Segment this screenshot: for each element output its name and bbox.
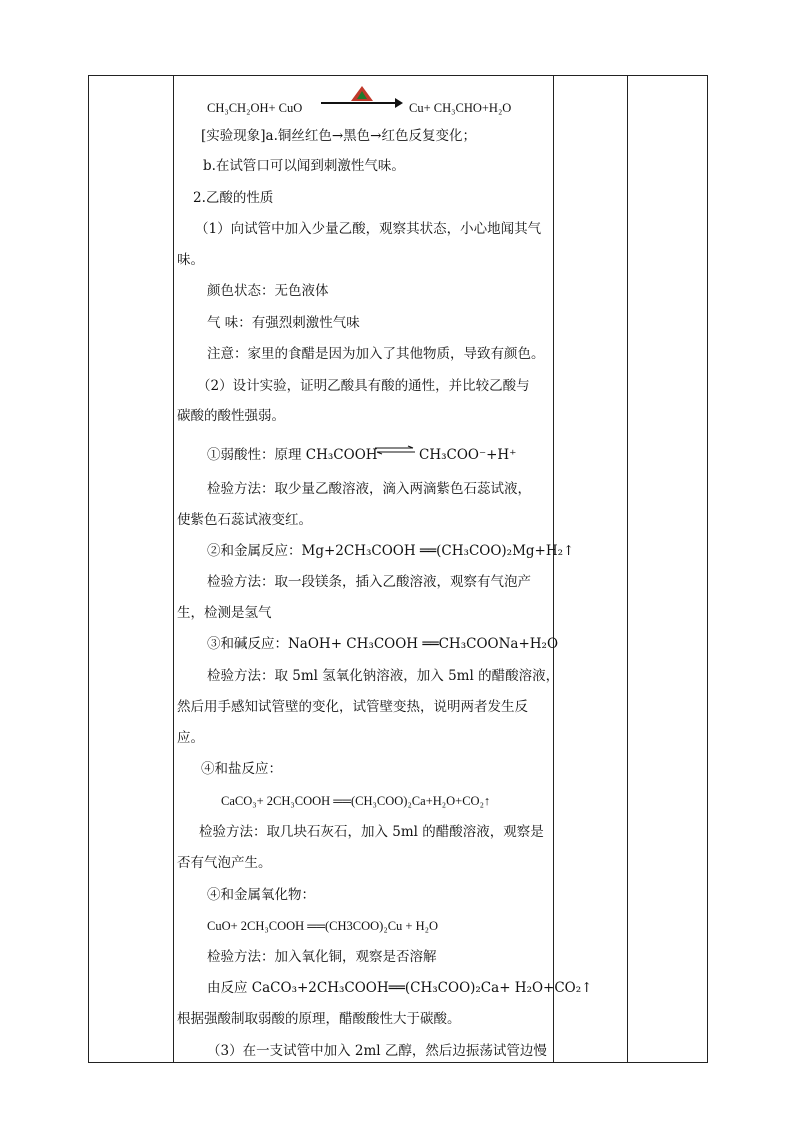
step-2-line-1: （2）设计实验，证明乙酸具有酸的通性，并比较乙酸与 [197,378,530,394]
observation-b: b.在试管口可以闻到刺激性气味。 [203,158,405,174]
test-3-line-1: 检验方法：取 5ml 氢氧化钠溶液，加入 5ml 的醋酸溶液， [207,668,560,684]
test-3-line-2: 然后用手感知试管壁的变化，试管壁变热，说明两者发生反 [177,699,528,715]
section-heading: 2.乙酸的性质 [193,190,274,206]
heat-triangle-inner-icon [357,91,367,99]
test-1-line-1: 检验方法：取少量乙酸溶液，滴入两滴紫色石蕊试液， [207,481,531,497]
test-1-line-2: 使紫色石蕊试液变红。 [177,512,312,528]
step-2-line-2: 碳酸的酸性强弱。 [177,408,285,424]
step-1-line-1: （1）向试管中加入少量乙酸，观察其状态，小心地闻其气 [195,221,542,237]
equilibrium-arrow-icon [375,446,415,454]
odor: 气 味：有强烈刺激性气味 [207,315,360,331]
observation-a: [实验现象]a.铜丝红色→黑色→红色反复变化； [201,128,476,144]
salt-reaction: CaCO₃+ 2CH₃COOH ══(CH₃COO)₂Ca+H₂O+CO₂↑ [221,794,491,808]
reaction-left: CH₃CH₂OH+ CuO [207,101,303,115]
test-4-line-1: 检验方法：取几块石灰石，加入 5ml 的醋酸溶液，观察是 [199,824,544,840]
column-divider-3 [627,76,628,1062]
lesson-table [88,75,708,1063]
test-2-line-2: 生，检测是氢气 [177,605,272,621]
test-3-line-3: 应。 [177,730,204,746]
oxide-heading: ④和金属氧化物： [207,887,315,903]
reaction-arrow-icon [321,102,401,104]
base-reaction: ③和碱反应：NaOH+ CH₃COOH ══CH₃COONa+H₂O [207,636,559,652]
conclusion: 根据强酸制取弱酸的原理，醋酸酸性大于碳酸。 [177,1011,461,1027]
step-3-line-1: （3）在一支试管中加入 2ml 乙醇，然后边振荡试管边慢 [207,1043,547,1059]
column-divider-2 [553,76,554,1062]
test-2-line-1: 检验方法：取一段镁条，插入乙酸溶液，观察有气泡产 [207,574,531,590]
metal-reaction: ②和金属反应：Mg+2CH₃COOH ══(CH₃COO)₂Mg+H₂↑ [207,543,575,559]
weak-acid-products: CH₃COO⁻+H⁺ [419,447,517,463]
test-4-line-2: 否有气泡产生。 [177,855,272,871]
weak-acid-principle: ①弱酸性：原理 CH₃COOH [207,447,378,463]
oxide-reaction: CuO+ 2CH₃COOH ══(CH3COO)₂Cu + H₂O [207,919,439,933]
step-1-line-2: 味。 [177,252,204,268]
note: 注意：家里的食醋是因为加入了其他物质，导致有颜色。 [207,346,545,362]
reaction-right: Cu+ CH₃CHO+H₂O [409,101,512,115]
test-5: 检验方法：加入氧化铜，观察是否溶解 [207,949,437,965]
content-column [173,76,593,1062]
color-state: 颜色状态：无色液体 [207,283,329,299]
salt-heading: ④和盐反应： [201,761,282,777]
comparison-reaction: 由反应 CaCO₃+2CH₃COOH══(CH₃COO)₂Ca+ H₂O+CO₂↑ [207,980,593,996]
